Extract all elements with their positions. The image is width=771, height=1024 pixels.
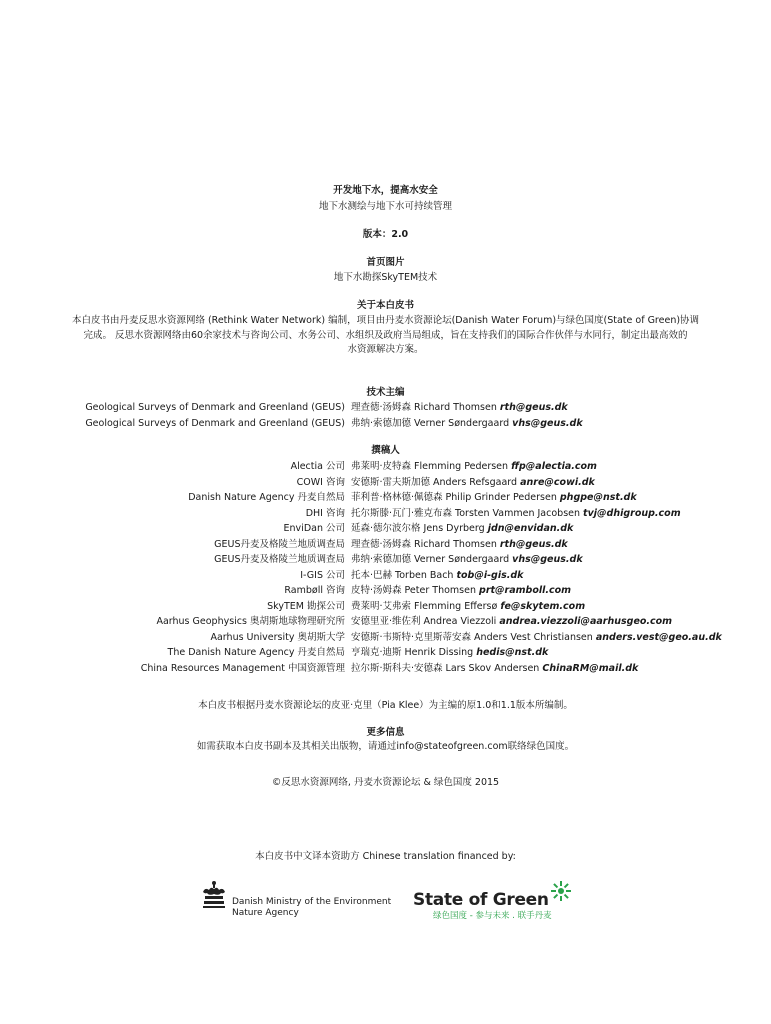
basis-note: 本白皮书根据丹麦水资源论坛的皮亚·克里（Pia Klee）为主编的原1.0和1.1版本所编制。	[198, 700, 573, 711]
contributor-row	[0, 508, 771, 522]
contributor-email[interactable]: prt@ramboll.com	[479, 585, 572, 596]
contributor-org: GEUS丹麦及格陵兰地质调查局	[214, 538, 345, 550]
editor-name: 弗纳·索德加德 Verner Søndergaard	[351, 417, 510, 429]
crown-icon	[199, 880, 229, 910]
contributor-row	[0, 585, 771, 599]
contributor-row	[0, 663, 771, 677]
contributor-name: 安德里亚·维佐利 Andrea Viezzoli	[351, 616, 497, 627]
doc-subtitle: 地下水测绘与地下水可持续管理	[318, 201, 452, 212]
contributor-email[interactable]: andrea.viezzoli@aarhusgeo.com	[499, 616, 673, 627]
copyright: ©反思水资源网络, 丹麦水资源论坛 & 绿色国度 2015	[271, 777, 500, 788]
contributor-name: 亨瑞克·迪斯 Henrik Dissing	[351, 647, 474, 658]
more-info-heading: 更多信息	[366, 727, 405, 738]
contributor-org: I-GIS 公司	[300, 569, 345, 581]
contributor-email[interactable]: phgpe@nst.dk	[559, 492, 637, 503]
contributor-email[interactable]: anre@cowi.dk	[520, 476, 595, 488]
contributor-email[interactable]: anders.vest@geo.au.dk	[595, 631, 722, 643]
about-paragraph	[52, 314, 719, 358]
cover-text: 地下水勘探SkyTEM技术	[333, 272, 438, 283]
contributor-org: EnviDan 公司	[283, 523, 345, 534]
about-heading: 关于本白皮书	[356, 300, 414, 311]
contributor-row	[0, 554, 771, 568]
contributor-row	[0, 461, 771, 475]
contributor-row	[0, 539, 771, 553]
contributor-email[interactable]: ChinaRM@mail.dk	[542, 662, 639, 674]
contributor-org: DHI 咨询	[305, 507, 345, 519]
contributor-org: Alectia 公司	[290, 461, 345, 472]
about-line-3: 水资源解决方案。	[347, 344, 424, 356]
state-of-green-wordmark: State of Green	[413, 890, 549, 910]
danish-ministry-logo	[199, 880, 392, 920]
agency-name: Nature Agency	[232, 908, 299, 918]
about-line-1: 本白皮书由丹麦反思水资源网络 (Rethink Water Network) 编制，项目由丹麦水资源论坛(Danish Water Forum)与绿色国度(State of Green)协调	[71, 315, 700, 326]
contributor-name: 安德斯·韦斯特·克里斯蒂安森 Anders Vest Christiansen	[351, 631, 593, 643]
contributor-org: GEUS丹麦及格陵兰地质调查局	[214, 554, 345, 565]
contributor-name: 拉尔斯·斯科夫·安德森 Lars Skov Andersen	[351, 662, 540, 674]
contributor-name: 托本·巴赫 Torben Bach	[351, 569, 454, 581]
contributor-email[interactable]: tob@i-gis.dk	[456, 569, 524, 581]
contributor-name: 费莱明·艾弗索 Flemming Effersø	[351, 600, 498, 612]
editor-name: 理查德·汤姆森 Richard Thomsen	[351, 402, 497, 413]
editor-org: Geological Surveys of Denmark and Greenland (GEUS)	[85, 402, 345, 413]
contributor-email[interactable]: rth@geus.dk	[499, 538, 568, 550]
state-of-green-tagline: 绿色国度 - 参与未来 . 联手丹麦	[433, 911, 552, 921]
contributor-org: Rambøll 咨询	[284, 585, 345, 596]
contributor-email[interactable]: hedis@nst.dk	[476, 647, 549, 658]
editor-row	[0, 418, 771, 432]
contributor-email[interactable]: ffp@alectia.com	[511, 461, 597, 472]
contributor-name: 皮特·汤姆森 Peter Thomsen	[351, 585, 476, 596]
more-info-text: 如需获取本白皮书副本及其相关出版物，请通过info@stateofgreen.com联络绿色国度。	[196, 741, 575, 752]
editor-row	[0, 402, 771, 416]
version-label: 版本：2.0	[362, 229, 409, 240]
contributor-row	[0, 477, 771, 491]
contributor-name: 托尔斯滕·瓦门·雅克布森 Torsten Vammen Jacobsen	[351, 507, 581, 519]
contributor-org: Aarhus University 奥胡斯大学	[210, 631, 345, 643]
contributor-row	[0, 523, 771, 537]
contributor-name: 弗莱明·皮特森 Flemming Pedersen	[351, 461, 509, 472]
contributor-email[interactable]: tvj@dhigroup.com	[583, 507, 681, 519]
contributor-row	[0, 632, 771, 646]
contributor-row	[0, 492, 771, 506]
contributor-name: 菲利普·格林德·佩德森 Philip Grinder Pedersen	[351, 492, 557, 503]
contributor-row	[0, 601, 771, 615]
contributor-org: COWI 咨询	[296, 476, 345, 488]
contributor-org: The Danish Nature Agency 丹麦自然局	[167, 647, 345, 658]
editors-heading: 技术主编	[366, 387, 405, 398]
contributor-name: 延森·德尔波尔格 Jens Dyrberg	[351, 523, 485, 534]
contributor-row	[0, 647, 771, 661]
ministry-name: Danish Ministry of the Environment	[232, 897, 392, 907]
editor-email[interactable]: vhs@geus.dk	[512, 417, 583, 429]
editor-email[interactable]: rth@geus.dk	[499, 402, 568, 413]
contributor-org: China Resources Management 中国资源管理	[140, 662, 345, 674]
contributor-row	[0, 616, 771, 630]
contributor-email[interactable]: jdn@envidan.dk	[487, 523, 574, 534]
contributor-org: SkyTEM 勘探公司	[267, 600, 345, 612]
contributors-heading: 撰稿人	[371, 445, 400, 456]
editor-org: Geological Surveys of Denmark and Greenland (GEUS)	[85, 417, 345, 429]
contributor-email[interactable]: vhs@geus.dk	[512, 554, 583, 565]
contributor-org: Danish Nature Agency 丹麦自然局	[188, 492, 345, 503]
contributor-name: 理查德·汤姆森 Richard Thomsen	[351, 538, 497, 550]
contributor-name: 安德斯·雷夫斯加德 Anders Refsgaard	[351, 476, 518, 488]
doc-title: 开发地下水，提高水安全	[333, 185, 438, 196]
cover-heading: 首页图片	[366, 257, 405, 268]
about-line-2: 完成。 反思水资源网络由60余家技术与咨询公司、水务公司、水组织及政府当局组成，旨在支持我们的国际合作伙伴与水同行，制定出最高效的	[83, 329, 688, 341]
contributor-row	[0, 570, 771, 584]
state-of-green-logo	[413, 880, 573, 924]
green-star-icon	[550, 880, 572, 902]
contributor-org: Aarhus Geophysics 奥胡斯地球物理研究所	[156, 616, 345, 627]
funding-note: 本白皮书中文译本资助方 Chinese translation financed by:	[255, 851, 516, 862]
contributor-name: 弗纳·索德加德 Verner Søndergaard	[351, 554, 510, 565]
contributor-email[interactable]: fe@skytem.com	[500, 600, 586, 612]
